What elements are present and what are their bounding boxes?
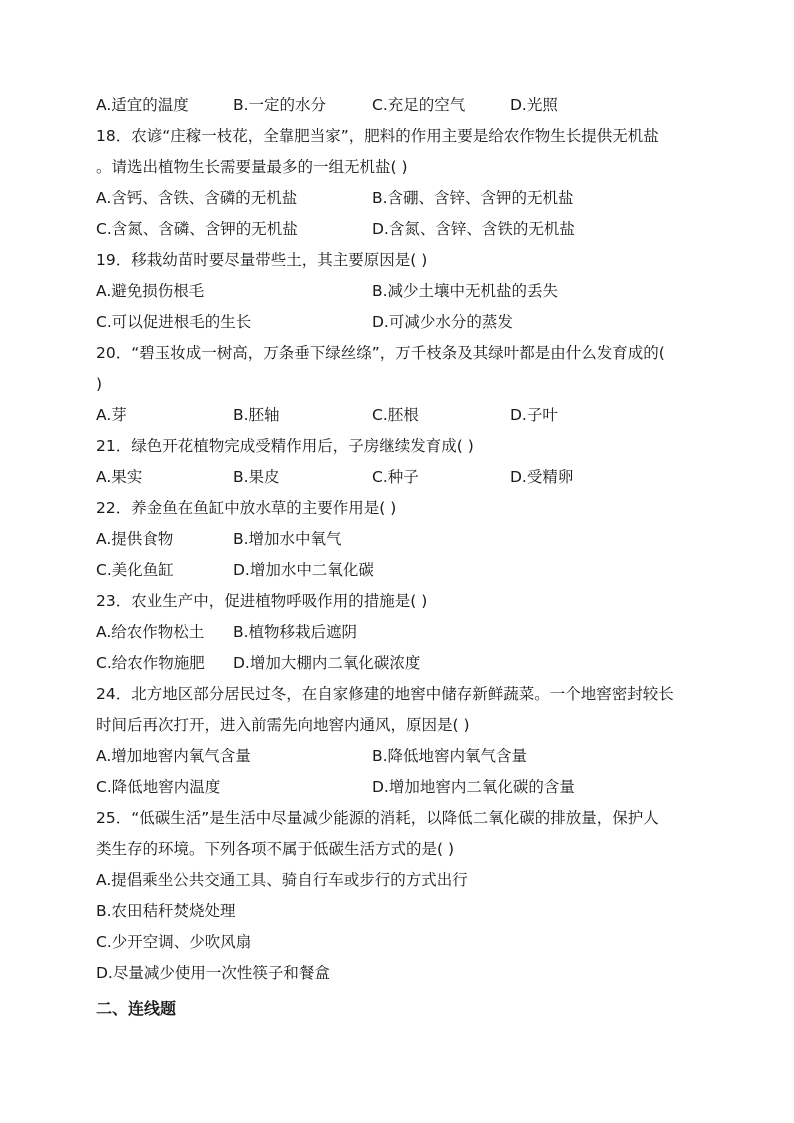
q23-option-a: A.给农作物松土 <box>96 623 205 641</box>
q21-stem: 21．绿色开花植物完成受精作用后，子房继续发育成( ) <box>96 437 474 455</box>
q22-option-a: A.提供食物 <box>96 530 174 548</box>
q23-option-b: B.植物移栽后遮阴 <box>233 623 358 641</box>
q20-option-d: D.子叶 <box>510 406 558 424</box>
q25-option-c: C.少开空调、少吹风扇 <box>96 933 252 951</box>
q19-option-d: D.可减少水分的蒸发 <box>372 313 513 331</box>
q25-option-d: D.尽量减少使用一次性筷子和餐盒 <box>96 964 330 982</box>
q18-option-d: D.含氮、含锌、含铁的无机盐 <box>372 220 575 238</box>
q20-option-c: C.胚根 <box>372 406 419 424</box>
q22-options-row2 <box>96 555 706 586</box>
q25-option-a: A.提倡乘坐公共交通工具、骑自行车或步行的方式出行 <box>96 871 468 889</box>
q23-stem: 23．农业生产中，促进植物呼吸作用的措施是( ) <box>96 592 428 610</box>
q24-stem-line1: 24．北方地区部分居民过冬，在自家修建的地窖中储存新鲜蔬菜。一个地窖密封较长 <box>96 685 674 703</box>
q19-options-row1 <box>96 276 706 307</box>
q21-option-a: A.果实 <box>96 468 143 486</box>
q22-option-d: D.增加水中二氧化碳 <box>233 561 374 579</box>
q17-options <box>96 90 706 121</box>
q17-option-a: A.适宜的温度 <box>96 96 189 114</box>
q19-options-row2 <box>96 307 706 338</box>
q24-option-b: B.降低地窖内氧气含量 <box>372 747 528 765</box>
q18-options-row1 <box>96 183 706 214</box>
q18-option-c: C.含氮、含磷、含钾的无机盐 <box>96 220 298 238</box>
q17-option-d: D.光照 <box>510 96 558 114</box>
q25-stem-line1: 25．“低碳生活”是生活中尽量减少能源的消耗，以降低二氧化碳的排放量，保护人 <box>96 809 659 827</box>
section-title: 二、连线题 <box>96 999 177 1018</box>
exam-page <box>96 90 706 1024</box>
q24-options-row2 <box>96 772 706 803</box>
q19-option-a: A.避免损伤根毛 <box>96 282 205 300</box>
q23-options-row2 <box>96 648 706 679</box>
q22-options-row1 <box>96 524 706 555</box>
q22-option-c: C.美化鱼缸 <box>96 561 174 579</box>
q21-option-d: D.受精卵 <box>510 468 574 486</box>
q20-stem-line1: 20．“碧玉妆成一树高，万条垂下绿丝绦”，万千枝条及其绿叶都是由什么发育成的( <box>96 344 665 362</box>
q20-options <box>96 400 706 431</box>
q22-stem: 22．养金鱼在鱼缸中放水草的主要作用是( ) <box>96 499 397 517</box>
q18-stem-line1: 18．农谚“庄稼一枝花，全靠肥当家”，肥料的作用主要是给农作物生长提供无机盐 <box>96 127 659 145</box>
q18-options-row2 <box>96 214 706 245</box>
q22-option-b: B.增加水中氧气 <box>233 530 342 548</box>
q24-option-d: D.增加地窖内二氧化碳的含量 <box>372 778 575 796</box>
q18-stem-line2: 。请选出植物生长需要量最多的一组无机盐( ) <box>96 158 408 176</box>
q18-option-b: B.含硼、含锌、含钾的无机盐 <box>372 189 574 207</box>
q20-option-b: B.胚轴 <box>233 406 280 424</box>
q17-option-b: B.一定的水分 <box>233 96 327 114</box>
q20-option-a: A.芽 <box>96 406 127 424</box>
q25-stem-line2: 类生存的环境。下列各项不属于低碳生活方式的是( ) <box>96 840 455 858</box>
q24-option-c: C.降低地窖内温度 <box>96 778 221 796</box>
q18-option-a: A.含钙、含铁、含磷的无机盐 <box>96 189 298 207</box>
q21-options <box>96 462 706 493</box>
q19-stem: 19．移栽幼苗时要尽量带些土，其主要原因是( ) <box>96 251 428 269</box>
q19-option-b: B.减少土壤中无机盐的丢失 <box>372 282 559 300</box>
q24-option-a: A.增加地窖内氧气含量 <box>96 747 251 765</box>
q17-option-c: C.充足的空气 <box>372 96 466 114</box>
q23-options-row1 <box>96 617 706 648</box>
q20-stem-line2: ) <box>96 375 103 393</box>
q23-option-d: D.增加大棚内二氧化碳浓度 <box>233 654 421 672</box>
q24-stem-line2: 时间后再次打开，进入前需先向地窖内通风，原因是( ) <box>96 716 470 734</box>
q21-option-c: C.种子 <box>372 468 419 486</box>
q19-option-c: C.可以促进根毛的生长 <box>96 313 252 331</box>
q23-option-c: C.给农作物施肥 <box>96 654 205 672</box>
q24-options-row1 <box>96 741 706 772</box>
q21-option-b: B.果皮 <box>233 468 280 486</box>
q25-option-b: B.农田秸秆焚烧处理 <box>96 902 236 920</box>
